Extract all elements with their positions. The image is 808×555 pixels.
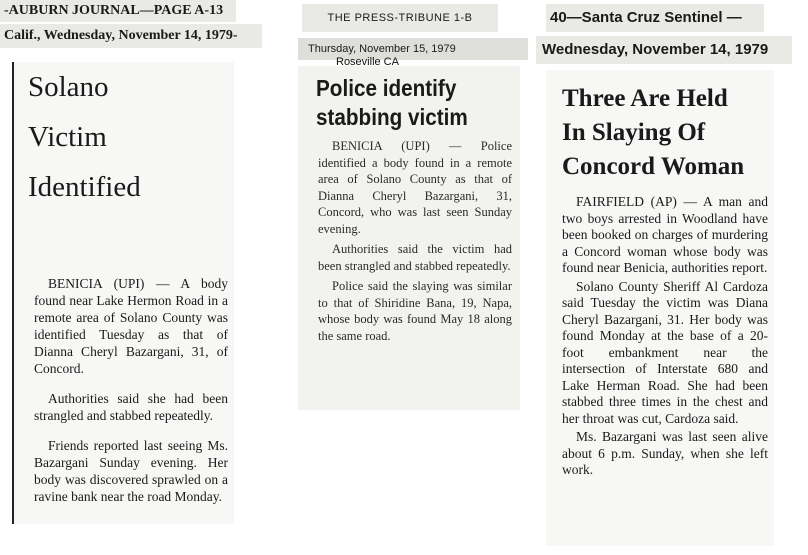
sentinel-dateline: Wednesday, November 14, 1979 (536, 36, 792, 64)
article-paragraph: Ms. Bazargani was last seen alive about 6 p.m. Sunday, when she left work. (562, 429, 768, 477)
auburn-article-body (34, 275, 228, 518)
headline-line: Solano (28, 71, 109, 103)
article-paragraph: Friends reported last seeing Ms. Bazargani Sunday evening. Her body was discovered sprawled on a ravine bank near the road Monday. (34, 438, 228, 504)
column-rule (12, 62, 14, 524)
auburn-clipping (12, 62, 234, 524)
article-paragraph: Authorities said the victim had been strangled and stabbed repeatedly. (318, 242, 512, 273)
headline-line: Three Are Held (562, 85, 728, 112)
article-paragraph: BENICIA (UPI) — Police identified a body found in a remote area of Solano County as that of Dianna Cheryl Bazargani, 31, Concord, who was last seen Sunday evening. (318, 139, 512, 236)
auburn-dateline: Calif., Wednesday, November 14, 1979- (0, 24, 262, 48)
press-tribune-masthead: THE PRESS-TRIBUNE 1-B (302, 4, 498, 32)
headline-line: Concord Woman (562, 153, 745, 180)
sentinel-headline (562, 82, 768, 184)
headline-line: In Slaying Of (562, 119, 706, 146)
sentinel-clipping (546, 70, 774, 546)
auburn-masthead: -AUBURN JOURNAL—PAGE A-13 (0, 0, 236, 22)
press-tribune-article-body (318, 138, 512, 348)
press-tribune-dateline: Thursday, November 15, 1979 (298, 38, 528, 60)
press-tribune-clipping (298, 66, 520, 410)
article-paragraph: Solano County Sheriff Al Cardoza said Tuesday the victim was Diana Cheryl Bazargani, 31. Her body was found Monday at the base of a 20-foot embankment near the intersection of Interstate 680 and Lake Herman Road. She had been stabbed three times in the chest and her throat was cut, Cardoza said. (562, 278, 768, 426)
headline-line: Police identify (316, 75, 457, 101)
article-paragraph: BENICIA (UPI) — A body found near Lake Hermon Road in a remote area of Solano County was identified Tuesday as that of Dianna Cheryl Bazargani, 31, of Concord. (34, 276, 228, 376)
headline-line: stabbing victim (316, 104, 468, 130)
headline-line: Identified (28, 171, 141, 203)
sentinel-article-body (562, 194, 768, 481)
headline-line: Victim (28, 121, 107, 153)
article-paragraph: Police said the slaying was similar to that of Shiridine Bana, 19, Napa, whose body was found May 18 along the same road. (318, 279, 512, 343)
location-annotation: Roseville CA (336, 56, 399, 68)
auburn-headline (28, 62, 228, 212)
sentinel-masthead: 40—Santa Cruz Sentinel — (546, 4, 764, 32)
article-paragraph: Authorities said she had been strangled and stabbed repeatedly. (34, 391, 228, 423)
article-paragraph: FAIRFIELD (AP) — A man and two boys arrested in Woodland have been booked on charges of murdering a Concord woman whose body was found near Benicia, authorities report. (562, 194, 768, 275)
press-tribune-headline (316, 74, 492, 132)
